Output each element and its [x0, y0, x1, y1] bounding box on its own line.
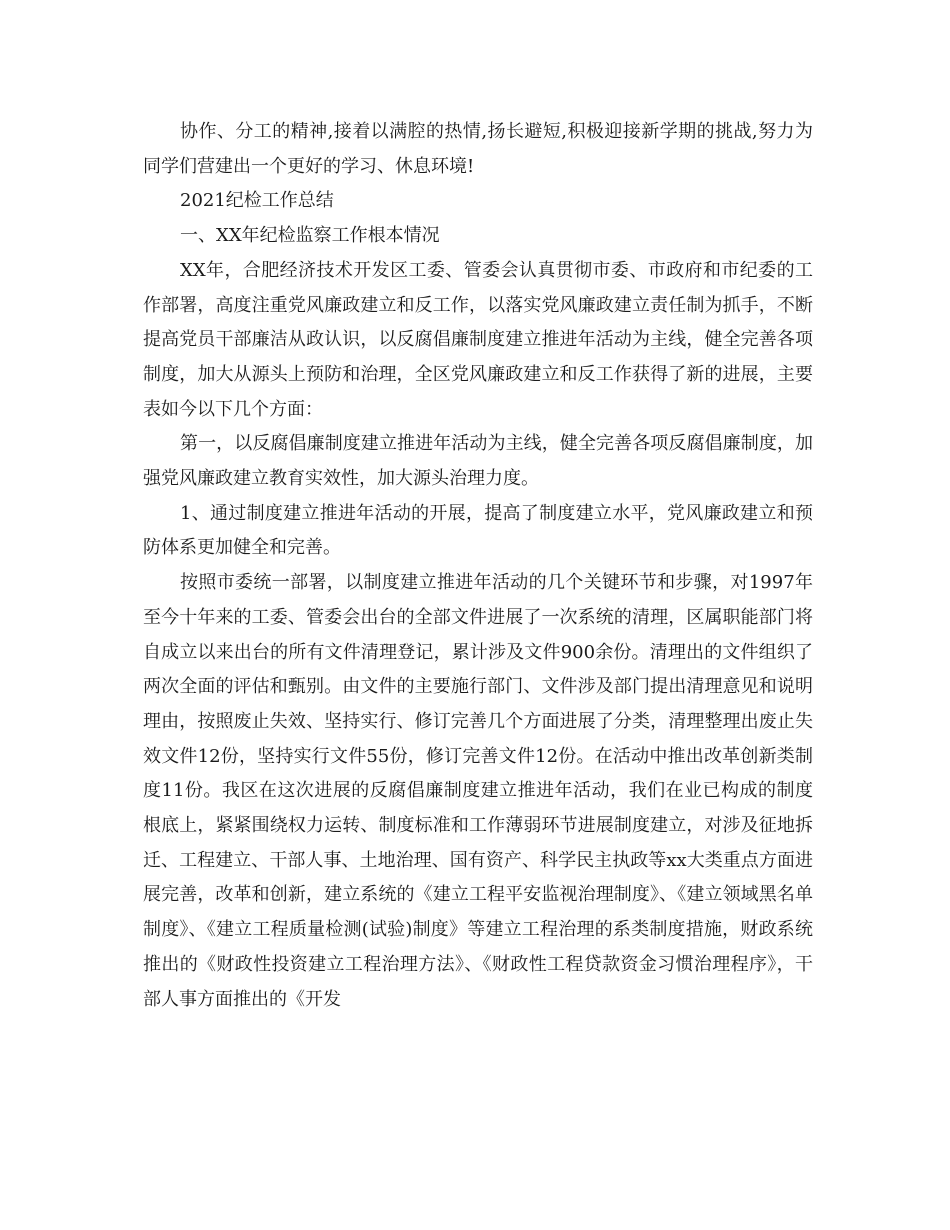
- document-body: [143, 115, 813, 1017]
- paragraph-first-point: 第一，以反腐倡廉制度建立推进年活动为主线，健全完善各项反腐倡廉制度，加强党风廉政建立教育实效性，加大源头治理力度。: [143, 433, 813, 490]
- paragraph-overview: XX年，合肥经济技术开发区工委、管委会认真贯彻市委、市政府和市纪委的工作部署，高度注重党风廉政建立和反工作，以落实党风廉政建立责任制为抓手，不断提高党员干部廉洁从政认识，以反腐倡廉制度建立推进年活动为主线，健全完善各项制度，加大从源头上预防和治理，全区党风廉政建立和反工作获得了新的进展，主要表如今以下几个方面：: [143, 259, 813, 420]
- paragraph-continuation: 协作、分工的精神,接着以满腔的热情,扬长避短,积极迎接新学期的挑战,努力为同学们营建出一个更好的学习、休息环境!: [143, 121, 813, 177]
- section-heading: 一、XX年纪检监察工作根本情况: [180, 225, 440, 247]
- paragraph-details: 按照市委统一部署，以制度建立推进年活动的几个关键环节和步骤，对1997年至今十年来的工委、管委会出台的全部文件进展了一次系统的清理，区属职能部门将自成立以来出台的所有文件清理登记，累计涉及文件900余份。清理出的文件组织了两次全面的评估和甄别。由文件的主要施行部门、文件涉及部门提出清理意见和说明理由，按照废止失效、坚持实行、修订完善几个方面进展了分类，清理整理出废止失效文件12份，坚持实行文件55份，修订完善文件12份。在活动中推出改革创新类制度11份。我区在这次进展的反腐倡廉制度建立推进年活动，我们在业已构成的制度根底上，紧紧围绕权力运转、制度标准和工作薄弱环节进展制度建立，对涉及征地拆迁、工程建立、干部人事、土地治理、国有资产、科学民主执政等xx大类重点方面进展完善，改革和创新，建立系统的《建立工程平安监视治理制度》、《建立领域黑名单制度》、《建立工程质量检测(试验)制度》等建立工程治理的系类制度措施，财政系统推出的《财政性投资建立工程治理方法》、《财政性工程贷款资金习惯治理程序》，干部人事方面推出的《开发: [143, 572, 813, 1010]
- section-title: 2021纪检工作总结: [180, 190, 334, 212]
- paragraph-item-1: 1、通过制度建立推进年活动的开展，提高了制度建立水平，党风廉政建立和预防体系更加健全和完善。: [143, 502, 813, 559]
